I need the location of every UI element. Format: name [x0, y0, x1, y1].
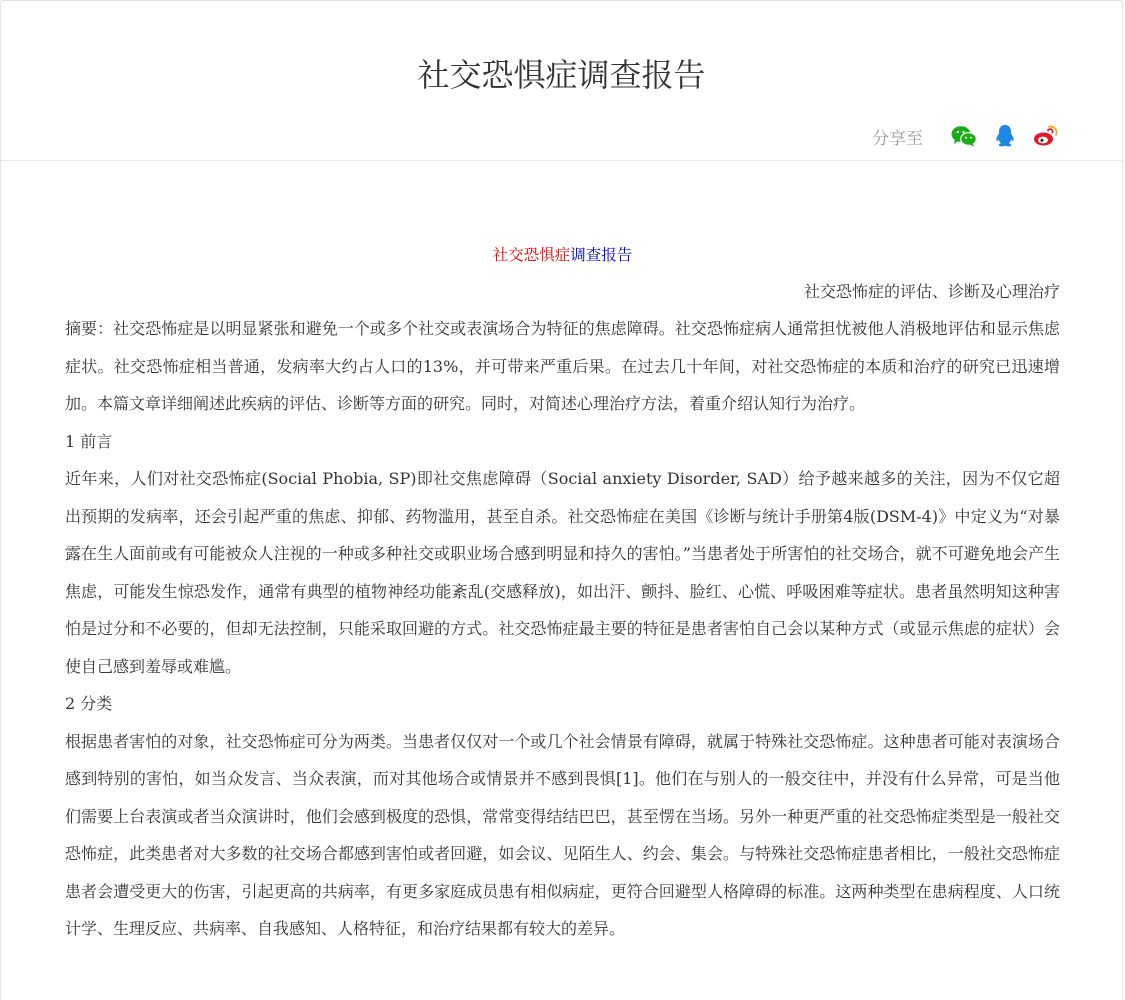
- article-body: [65, 237, 1060, 948]
- page-header: [1, 1, 1122, 161]
- qq-icon: [995, 124, 1015, 148]
- page-title: 社交恐惧症调查报告: [417, 56, 706, 94]
- article-title-part2: 调查报告: [570, 246, 633, 264]
- qq-share-button[interactable]: [991, 122, 1019, 150]
- article-subtitle: 社交恐怖症的评估、诊断及心理治疗: [803, 282, 1060, 301]
- weibo-share-button[interactable]: [1032, 122, 1060, 150]
- article-title-part1: 社交恐惧症: [492, 246, 571, 264]
- wechat-share-button[interactable]: [950, 122, 978, 150]
- wechat-icon: [951, 125, 977, 147]
- share-bar: [872, 121, 1060, 151]
- weibo-icon: [1033, 125, 1059, 147]
- preface-paragraph: 近年来，人们对社交恐怖症(Social Phobia, SP)即社交焦虑障碍（Social anxiety Disorder, SAD）给予越来越多的关注，因为不仅它超出预期的发病率，还会引起严重的焦虑、抑郁、药物滥用，甚至自杀。社交恐怖症在美国《诊断与统计手册第4版(DSM-4)》中定义为“对暴露在生人面前或有可能被众人注视的一种或多种社交或职业场合感到明显和持久的害怕。”当患者处于所害怕的社交场合，就不可避免地会产生焦虑，可能发生惊恐发作，通常有典型的植物神经功能紊乱(交感释放)，如出汗、颤抖、脸红、心慌、呼吸困难等症状。患者虽然明知这种害怕是过分和不必要的，但却无法控制，只能采取回避的方式。社交恐怖症最主要的特征是患者害怕自己会以某种方式（或显示焦虑的症状）会使自己感到羞辱或难尴。: [65, 469, 1060, 676]
- share-label: 分享至: [872, 128, 923, 149]
- section-heading-preface: 1 前言: [65, 431, 113, 451]
- section-heading-classification: 2 分类: [65, 694, 113, 713]
- classification-paragraph: 根据患者害怕的对象，社交恐怖症可分为两类。当患者仅仅对一个或几个社会情景有障碍，就属于特殊社交恐怖症。这种患者可能对表演场合感到特别的害怕，如当众发言、当众表演，而对其他场合或情景并不感到畏惧[1]。他们在与别人的一般交往中，并没有什么异常，可是当他们需要上台表演或者当众演讲时，他们会感到极度的恐惧，常常变得结结巴巴，甚至愣在当场。另外一种更严重的社交恐怖症类型是一般社交恐怖症，此类患者对大多数的社交场合都感到害怕或者回避，如会议、见陌生人、约会、集会。与特殊社交恐怖症患者相比，一般社交恐怖症患者会遭受更大的伤害，引起更高的共病率，有更多家庭成员患有相似病症，更符合回避型人格障碍的标准。这两种类型在患病程度、人口统计学、生理反应、共病率、自我感知、人格特征，和治疗结果都有较大的差异。: [65, 731, 1060, 938]
- article-title: [65, 237, 1060, 273]
- abstract-paragraph: 摘要：社交恐怖症是以明显紧张和避免一个或多个社交或表演场合为特征的焦虑障碍。社交恐怖症病人通常担忧被他人消极地评估和显示焦虑症状。社交恐怖症相当普通，发病率大约占人口的13%，并可带来严重后果。在过去几十年间，对社交恐怖症的本质和治疗的研究已迅速增加。本篇文章详细阐述此疾病的评估、诊断等方面的研究。同时，对简述心理治疗方法，着重介绍认知行为治疗。: [65, 319, 1060, 413]
